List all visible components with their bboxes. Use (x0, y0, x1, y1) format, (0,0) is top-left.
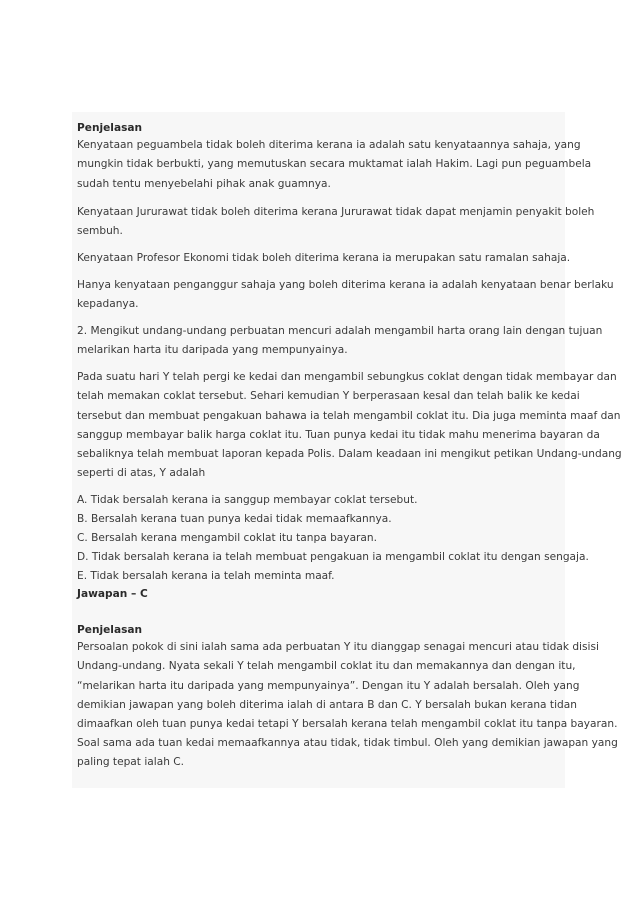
text-line: paling tepat ialah C. (77, 756, 185, 768)
question-line: telah memakan coklat tersebut. Sehari kemudian Y berperasaan kesal dan telah balik ke kedai (77, 390, 580, 402)
option-b: B. Bersalah kerana tuan punya kedai tidak memaafkannya. (77, 513, 392, 525)
question-line: 2. Mengikut undang-undang perbuatan mencuri adalah mengambil harta orang lain dengan tujuan (77, 325, 603, 337)
text-line: Persoalan pokok di sini ialah sama ada perbuatan Y itu dianggap senagai mencuri atau tidak disisi (77, 641, 599, 653)
option-d: D. Tidak bersalah kerana ia telah membuat pengakuan ia mengambil coklat itu dengan sengaja. (77, 551, 589, 563)
text-line: Undang-undang. Nyata sekali Y telah mengambil coklat itu dan memakannya dan dengan itu, (77, 660, 576, 672)
question-line: tersebut dan membuat pengakuan bahawa ia telah mengambil coklat itu. Dia juga meminta maaf dan (77, 410, 621, 422)
text-line: Hanya kenyataan penganggur sahaja yang boleh diterima kerana ia adalah kenyataan benar berlaku (77, 279, 614, 291)
text-line: Kenyataan Profesor Ekonomi tidak boleh diterima kerana ia merupakan satu ramalan sahaja. (77, 252, 571, 264)
text-line: dimaafkan oleh tuan punya kedai tetapi Y bersalah kerana telah mengambil coklat itu tanpa bayaran. (77, 718, 618, 730)
text-line: sembuh. (77, 225, 123, 237)
text-line: Soal sama ada tuan kedai memaafkannya atau tidak, tidak timbul. Oleh yang demikian jawapan yang (77, 737, 618, 749)
text-line: “melarikan harta itu daripada yang mempunyainya”. Dengan itu Y adalah bersalah. Oleh yang (77, 680, 580, 692)
question-line: seperti di atas, Y adalah (77, 467, 206, 479)
text-line: kepadanya. (77, 298, 139, 310)
option-e: E. Tidak bersalah kerana ia telah meminta maaf. (77, 570, 335, 582)
text-line: mungkin tidak berbukti, yang memutuskan secara muktamat ialah Hakim. Lagi pun peguambela (77, 158, 592, 170)
text-line: Kenyataan Jururawat tidak boleh diterima kerana Jururawat tidak dapat menjamin penyakit boleh (77, 206, 595, 218)
answer-label: Jawapan – C (77, 588, 148, 600)
option-a: A. Tidak bersalah kerana ia sanggup membayar coklat tersebut. (77, 494, 418, 506)
section2-heading: Penjelasan (77, 624, 143, 636)
question-line: sanggup membayar balik harga coklat itu. Tuan punya kedai itu tidak mahu menerima bayaran da (77, 429, 600, 441)
text-line: Kenyataan peguambela tidak boleh diterima kerana ia adalah satu kenyataannya sahaja, yang (77, 139, 581, 151)
option-c: C. Bersalah kerana mengambil coklat itu tanpa bayaran. (77, 532, 377, 544)
question-line: melarikan harta itu daripada yang mempunyainya. (77, 344, 348, 356)
question-line: Pada suatu hari Y telah pergi ke kedai dan mengambil sebungkus coklat dengan tidak membayar dan (77, 371, 617, 383)
text-line: sudah tentu menyebelahi pihak anak guamnya. (77, 178, 331, 190)
text-line: demikian jawapan yang boleh diterima ialah di antara B dan C. Y bersalah bukan kerana tidan (77, 699, 577, 711)
section1-heading: Penjelasan (77, 122, 143, 134)
question-line: sebaliknya telah membuat laporan kepada Polis. Dalam keadaan ini mengikut petikan Undang-undang (77, 448, 622, 460)
